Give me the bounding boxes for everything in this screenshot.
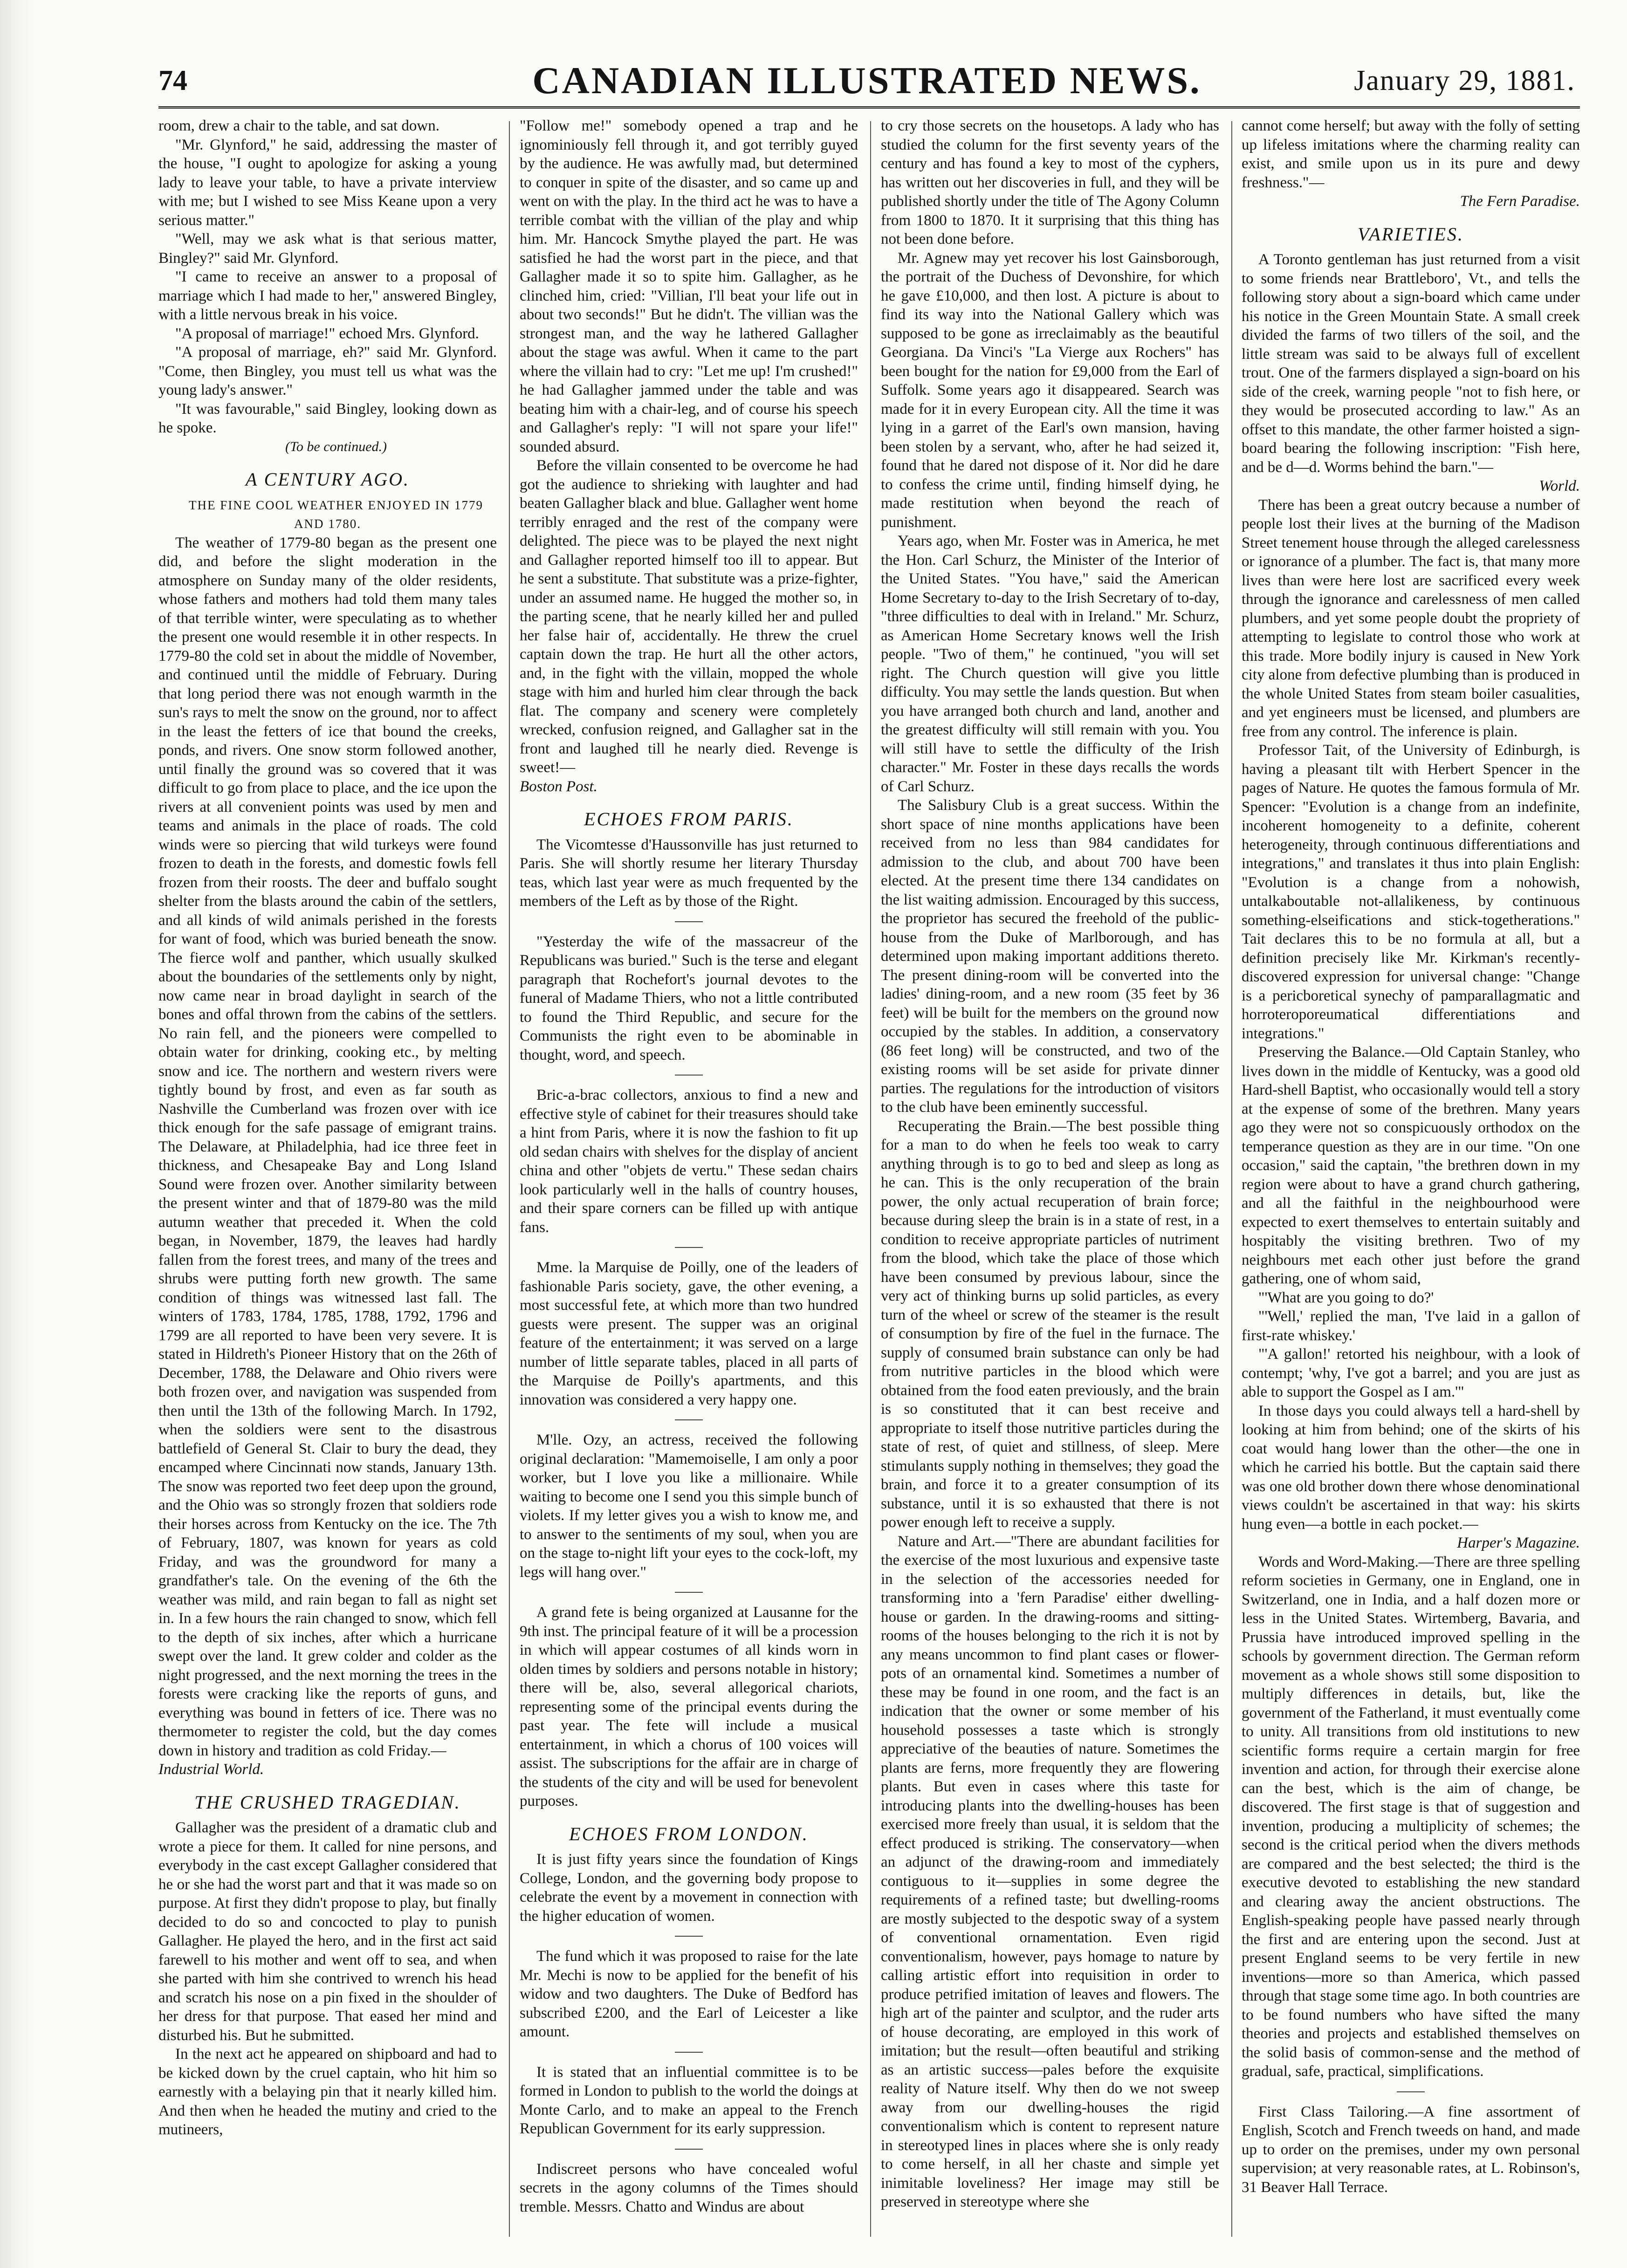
paragraph: Mme. la Marquise de Poilly, one of the leaders of fashionable Paris society, gave, the other evening, a most successful fete, at which more than two hundred guests were present. The supper was an original feature of the entertainment; it was served on a large number of little separate tables, placed in all parts of the Marquise de Poilly's apartments, and this innovation was considered a very happy one. [520,1259,858,1408]
paragraph: "'A gallon!' retorted his neighbour, with a look of contempt; 'why, I've got a barrel; and you are just as able to support the Gospel as I am.'" [1242,1346,1580,1400]
paragraph: Preserving the Balance.—Old Captain Stanley, who lives down in the middle of Kentucky, was a good old Hard-shell Baptist, who occasionally would tell a story at the expense of some of the brethren. Many years ago they were not so conspicuously orthodox on the temperance question as they are in our time. "On one occasion," said the captain, "the brethren down in my region were about to have a grand church gathering, and all the faithful in the neighbourhood were expected to exert themselves to entertain suitably and hospitably the visiting brethren. Two of my neighbours met each other just before the grand gathering, one of whom said, [1242,1044,1580,1287]
heading-echoes-from-london: ECHOES FROM LONDON. [569,1823,809,1844]
paragraph: Professor Tait, of the University of Edinburgh, is having a pleasant tilt with Herbert Spencer in the pages of Nature. He quotes the famous formula of Mr. Spencer: "Evolution is a change from an indefinite, incoherent homogeneity to a definite, coherent heterogeneity, through continuous differentiations and integrations," and translates it thus into plain English: "Evolution is a change from a nohowish, untalkaboutable not-allalikeness, by continuous something-elseifications and stick-togetherations." Tait declares this to be no formula at all, but a definition precisely like Mr. Kirkman's recently-discovered expression for universal change: "Change is a pericboretical synechy of pamparallagmatic and horroteroporeumatical differentiations and integrations." [1242,742,1580,1042]
paragraph: "Well, may we ask what is that serious matter, Bingley?" said Mr. Glynford. [158,231,497,267]
heading-echoes-from-paris: ECHOES FROM PARIS. [584,809,794,829]
heading-varieties: VARIETIES. [1357,223,1464,245]
subheading-cool-weather: THE FINE COOL WEATHER ENJOYED IN 1779 AND 1780. [189,498,483,531]
short-rule [675,1592,703,1593]
short-rule [675,2149,703,2150]
paragraph: cannot come herself; but away with the folly of setting up lifeless imitations where the charming reality can exist, and smile upon us in its pure and dewy freshness."— [1242,117,1580,191]
masthead: CANADIAN ILLUSTRATED NEWS. [532,59,1201,102]
paragraph: A grand fete is being organized at Lausanne for the 9th inst. The principal feature of it will be a procession in which will appear costumes of all kinds worn in olden times by soldiers and persons notable in history; there will be, also, several allegorical chariots, representing some of the principal events during the past year. The fete will include a musical entertainment, in which a chorus of 100 voices will assist. The subscriptions for the affair are in charge of the students of the city and will be used for benevolent purposes. [520,1604,858,1809]
paragraph: Indiscreet persons who have concealed woful secrets in the agony columns of the Times should tremble. Messrs. Chatto and Windus are about [520,2160,858,2215]
paragraph: room, drew a chair to the table, and sat down. [158,117,439,134]
paragraph: The fund which it was proposed to raise for the late Mr. Mechi is now to be applied for the benefit of his widow and two daughters. The Duke of Bedford has subscribed £200, and the Earl of Leicester a like amount. [520,1948,858,2040]
column-separator [870,121,871,2237]
source-credit: Boston Post. [520,778,597,795]
column-2 [520,116,858,2241]
paragraph: There has been a great outcry because a number of people lost their lives at the burning of the Madison Street tenement house through the alleged carelessness or ignorance of a plumber. The fact is, that many more lives than were here lost are sacrificed every week through the ignorance and carelessness of men called plumbers, and yet some people doubt the propriety of attempting to legislate to control those who work at this trade. More bodily injury is caused in New York city alone from defective plumbing than is produced in the whole United States from steam boiler casualities, and yet engineers must be licensed, and plumbers are free from any control. The inference is plain. [1242,496,1580,740]
paragraph: The weather of 1779-80 began as the present one did, and before the slight moderation in the atmosphere on Sunday many of the older residents, whose fathers and mothers had told them many tales of that terrible winter, were speculating as to whether the present one would resemble it in other respects. In 1779-80 the cold set in about the middle of November, and continued until the middle of February. During that long period there was not enough warmth in the sun's rays to melt the snow on the ground, nor to affect in the least the fetters of ice that bound the creeks, ponds, and rivers. One snow storm followed another, until finally the ground was so covered that it was difficult to go from place to place, and the ice upon the rivers at all convenient points was used by men and teams and animals in the place of roads. The cold winds were so piercing that wild turkeys were found frozen to death in the forests, and domestic fowls fell frozen from their roosts. The deer and buffalo sought shelter from the blasts around the cabin of the settlers, and all kinds of wild animals perished in the forests for want of food, which was buried beneath the snow. The fierce wolf and panther, which usually skulked about the boundaries of the settlements only by night, now came near in broad daylight in search of the bones and offal thrown from the cabins of the settlers. No rain fell, and the pioneers were compelled to obtain water for drinking, cooking etc., by melting snow and ice. The northern and western rivers were tightly bound by frost, and even as far south as Nashville the Cumberland was frozen over with ice thick enough for the safe passage of emigrant trains. The Delaware, at Philadelphia, had ice three feet in thickness, and Chesapeake Bay and Long Island Sound were frozen over. Another similarity between the present winter and that of 1879-80 was the mild autumn weather that preceded it. When the cold began, in November, 1879, the leaves had hardly fallen from the forest trees, and many of the trees and shrubs were putting forth new growth. The same condition of things was witnessed last fall. The winters of 1783, 1784, 1785, 1788, 1792, 1796 and 1799 are all reported to have been very severe. It is stated in Hildreth's Pioneer History that on the 26th of December, 1788, the Delaware and Ohio rivers were both frozen over, and navigation was suspended from then until the 13th of the following March. In 1792, when the soldiers were sent to the disastrous battlefield of General St. Clair to bury the dead, they encamped where Cincinnati now stands, January 13th. The snow was reported two feet deep upon the ground, and the Ohio was so strongly frozen that soldiers rode their horses across from Kentucky on the ice. The 7th of February, 1807, was known for years as cold Friday, and was the groundword for many a grandfather's tale. On the evening of the 6th the weather was mild, and rain began to fall as night set in. In a few hours the rain changed to snow, which fell to the depth of six inches, after which a hurricane swept over the land. It grew colder and colder as the night progressed, and the next morning the trees in the forests were cracking like the reports of guns, and everything was bound in fetters of ice. There was no thermometer to register the cold, but the day comes down in history and tradition as cold Friday.— [158,534,497,1759]
heading-crushed-tragedian: THE CRUSHED TRAGEDIAN. [194,1791,461,1813]
short-rule [675,921,703,922]
paragraph: "Follow me!" somebody opened a trap and he ignominiously fell through it, and got terribly guyed by the audience. He was awfully mad, but determined to conquer in spite of the disaster, and so came up and went on with the play. In the third act he was to have a terrible combat with the villian of the play and whip him. Mr. Hancock Smythe played the part. He was satisfied he had the worst part in the piece, and that Gallagher made it so to spite him. Gallagher, as he clinched him, cried: "Villian, I'll beat your life out in about two seconds!" But he didn't. The villian was the strongest man, and the way he lathered Gallagher about the stage was awful. When it came to the part where the villain had to cry: "Let me up! I'm crushed!" he had Gallagher jammed under the table and was beating him with a chair-leg, and of course his speech and Gallagher's reply: "I will not spare your life!" sounded absurd. [520,117,858,455]
short-rule [675,1247,703,1248]
paragraph: The Salisbury Club is a great success. Within the short space of nine months applications have been received from no less than 984 candidates for admission to the club, and about 700 have been elected. At the present time there 134 candidates on the list waiting admission. Encouraged by this success, the proprietor has secured the freehold of the public-house from the Duke of Marlborough, and has determined upon making important additions thereto. The present dining-room will be converted into the ladies' dining-room, and a new room (35 feet by 36 feet) will be built for the members on the ground now occupied by the stables. In addition, a conservatory (86 feet long) will be constructed, and two of the existing rooms will be set aside for private dinner parties. The regulations for the introduction of visitors to the club have been eminently successful. [881,797,1219,1116]
paragraph: "It was favourable," said Bingley, looking down as he spoke. [158,400,497,436]
paragraph: M'lle. Ozy, an actress, received the following original declaration: "Mamemoiselle, I am only a poor worker, but I love you like a millionaire. While waiting to become one I send you this simple bunch of violets. If my letter gives you a wish to know me, and to answer to the sentiments of my soul, when you are on the stage to-night lift your eyes to the cock-loft, my legs will hang over." [520,1432,858,1581]
paragraph: "Yesterday the wife of the massacreur of the Republicans was buried." Such is the terse and elegant paragraph that Rochefort's journal devotes to the funeral of Madame Thiers, who not a little contributed to found the Third Republic, and secure for the Communists the right even to be abominable in thought, word, and speech. [520,933,858,1063]
page-columns [158,116,1580,2241]
paragraph: A Toronto gentleman has just returned from a visit to some friends near Brattleboro', Vt., and tells the following story about a sign-board which came under his notice in the Green Mountain State. A small creek divided the farms of two tillers of the soil, and the little stream was said to be always full of excellent trout. One of the farmers displayed a sign-board on his side of the creek, warning people "not to fish here, or they would be prosecuted according to law." As an offset to this mandate, the other farmer hoisted a sign-board bearing the following inscription: "Fish here, and be d—d. Worms behind the barn."— [1242,251,1580,476]
paragraph: "I came to receive an answer to a proposal of marriage which I had made to her," answered Bingley, with a little nervous break in his voice. [158,268,497,323]
paragraph: Bric-a-brac collectors, anxious to find a new and effective style of cabinet for their treasures should take a hint from Paris, where it is now the fashion to fit up old sedan chairs with shelves for the display of ancient china and other "objets de vertu." These sedan chairs look particularly well in the halls of country houses, and their spare corners can be filled up with antique fans. [520,1087,858,1236]
paragraph: First Class Tailoring.—A fine assortment of English, Scotch and French tweeds on hand, and made up to order on the premises, under my own personal supervision; at very reasonable rates, at L. Robinson's, 31 Beaver Hall Terrace. [1242,2103,1580,2196]
paragraph: "'Well,' replied the man, 'I've laid in a gallon of first-rate whiskey.' [1242,1308,1580,1344]
paragraph: "A proposal of marriage, eh?" said Mr. Glynford. "Come, then Bingley, you must tell us what was the young lady's answer." [158,344,497,398]
source-credit: The Fern Paradise. [1460,193,1580,210]
column-3 [881,116,1219,2241]
paragraph: Nature and Art.—"There are abundant facilities for the exercise of the most luxurious and expensive taste in the selection of the accessories needed for transforming into a 'fern Paradise' either dwelling-house or garden. In the drawing-rooms and sitting-rooms of the houses belonging to the rich it is not by any means uncommon to find plant cases or flower-pots of an ornamental kind. Sometimes a number of these may be found in one room, and the fact is an indication that the owner or some member of his household possesses a taste which is strongly appreciative of the beauties of nature. Sometimes the plants are ferns, more frequently they are flowering plants. But even in cases where this taste for introducing plants into the dwelling-houses has been exercised more freely than usual, it is seldom that the effect produced is striking. The conservatory—when an adjunct of the drawing-room and immediately contiguous to it—supplies in some degree the requirements of a refined taste; but dwelling-rooms are mostly subjected to the despotic sway of a system of conventional ornamentation. Even rigid conventionalism, however, pays homage to nature by calling artistic effort into requisition in order to produce petrified imitation of leaves and flowers. The high art of the painter and sculptor, and the ruder arts of house decorating, are employed in this work of imitation; but the result—often beautiful and striking as an artistic success—pales before the exquisite reality of Nature itself. Why then do we not sweep away from our dwelling-houses the rigid conventionalism which is content to represent nature in stereotyped lines in places where she is only ready to come herself, in all her chaste and simple yet inimitable loveliness? Her image may still be preserved in stereotype where she [881,1533,1219,2210]
paragraph: "'What are you going to do?' [1258,1289,1434,1306]
short-rule [675,2052,703,2053]
column-4 [1242,116,1580,2241]
source-credit: Harper's Magazine. [1457,1535,1580,1551]
page-binding-edge [0,0,33,2268]
paragraph: Recuperating the Brain.—The best possible thing for a man to do when he feels too weak to carry anything through is to go to bed and sleep as long as he can. This is the only recuperation of the brain power, the only actual recuperation of brain force; because during sleep the brain is in a state of rest, in a condition to receive appropriate particles of nutriment from the blood, which take the place of those which have been consumed by previous labour, since the very act of thinking burns up solid particles, as every turn of the wheel or screw of the steamer is the result of consumption by fire of the fuel in the furnace. The supply of consumed brain substance can only be had from nutritive particles in the blood which were obtained from the food eaten previously, and the brain is so constituted that it can best receive and appropriate to itself those nutritive particles during the state of rest, of quiet and stillness, of sleep. Mere stimulants supply nothing in themselves; they goad the brain, and force it to a greater consumption of its substance, until it is so exhausted that there is not power enough left to receive a supply. [881,1117,1219,1531]
column-1 [158,116,497,2241]
heading-a-century-ago: A CENTURY AGO. [245,469,410,490]
short-rule [675,1075,703,1076]
source-credit: Industrial World. [158,1761,264,1778]
short-rule [1397,2091,1425,2092]
paragraph: In those days you could always tell a hard-shell by looking at him from behind; one of the skirts of his coat would hang lower than the other—the one in which he carried his bottle. But the captain said there was one old brother down there whose denominational views couldn't be ascertained in that way: his skirts hung even—a bottle in each pocket.— [1242,1402,1580,1533]
paragraph: "A proposal of marriage!" echoed Mrs. Glynford. [175,325,479,342]
issue-date: January 29, 1881. [1354,65,1575,96]
page-number: 74 [158,65,187,96]
paragraph: Words and Word-Making.—There are three spelling reform societies in Germany, one in England, one in Switzerland, one in India, and a half dozen more or less in the United States. Wirtemberg, Bavaria, and Prussia have introduced improved spelling in the schools by government direction. The German reform movement as a whole shows still some disposition to multiply differences in details, but, like the government of the Fatherland, it must eventually come to unity. All transitions from old institutions to new scientific forms require a certain margin for free invention and action, for through their exercise alone can the best, which is the aim of change, be discovered. The first stage is that of suggestion and invention, producing a multiplicity of schemes; the second is the critical period when the divers methods are compared and the best selected; the third is the executive devoted to establishing the new standard and clearing away the ancient obstructions. The English-speaking people have passed nearly through the first and are entering upon the second. Just at present England seems to be very fertile in new inventions—more so than America, which passed through that stage some time ago. In both countries are to be found numbers who have sifted the many theories and projects and established themselves on the solid basis of common-sense and the method of gradual, safe, practical, simplifications. [1242,1553,1580,2080]
paragraph: "Mr. Glynford," he said, addressing the master of the house, "I ought to apologize for asking a young lady to leave your table, to have a private interview with me; but I wished to see Miss Keane upon a very serious matter." [158,136,497,229]
short-rule [675,1936,703,1937]
paragraph: Mr. Agnew may yet recover his lost Gainsborough, the portrait of the Duchess of Devonshire, for which he gave £10,000, and then lost. A picture is about to find its way into the National Gallery which was supposed to be gone as irreclaimably as the beautiful Georgiana. Da Vinci's "La Vierge aux Rochers" has been bought for the nation for £9,000 from the Earl of Suffolk. Some years ago it disappeared. Search was made for it in every European city. All the time it was lying in a garret of the Earl's own mansion, having been stolen by a servant, who, after he had seized it, found that he dared not dispose of it. Nor did he dare to confess the crime until, finding himself dying, he made restitution when beyond the reach of punishment. [881,249,1219,531]
paragraph: Gallagher was the president of a dramatic club and wrote a piece for them. It called for nine persons, and everybody in the cast except Gallagher considered that he or she had the worst part and that it was made so on purpose. At first they didn't propose to play, but finally decided to do so and concocted to play to punish Gallagher. He played the hero, and in the first act said farewell to his mother and went off to sea, and when she parted with him she contrived to wrench his head and scratch his nose on a pin fixed in the shoulder of her dress for that purpose. That eased her mind and disturbed his. But he submitted. [158,1819,497,2044]
to-be-continued: (To be continued.) [285,439,387,454]
paragraph: Years ago, when Mr. Foster was in America, he met the Hon. Carl Schurz, the Minister of the Interior of the United States. "You have," said the American Home Secretary to-day to the Irish Secretary of to-day, "three difficulties to deal with in Ireland." Mr. Schurz, as American Home Secretary knows well the Irish people. "Two of them," he continued, "you will set right. The Church question will give you little difficulty. You may settle the lands question. But when you have arranged both church and land, another and the greatest difficulty will still remain with you. You will still have to settle the difficulty of the Irish character." Mr. Foster in these days recalls the words of Carl Schurz. [881,533,1219,795]
paragraph: In the next act he appeared on shipboard and had to be kicked down by the cruel captain, who hit him so earnestly with a belaying pin that it nearly killed him. And then when he headed the mutiny and cried to the mutineers, [158,2046,497,2138]
short-rule [675,1419,703,1420]
paragraph: to cry those secrets on the housetops. A lady who has studied the column for the first seventy years of the century and has found a key to most of the cyphers, has written out her discoveries in full, and they will be published shortly under the title of The Agony Column from 1800 to 1870. It it surprising that this thing has not been done before. [881,117,1219,247]
paragraph: The Vicomtesse d'Haussonville has just returned to Paris. She will shortly resume her literary Thursday teas, which last year were as much frequented by the members of the Left as by those of the Right. [520,836,858,910]
source-credit: World. [1539,478,1580,494]
column-separator [1231,121,1232,2237]
paragraph: It is just fifty years since the foundation of Kings College, London, and the governing body propose to celebrate the event by a movement in connection with the higher education of women. [520,1851,858,1925]
header-rule [158,106,1580,111]
paragraph: Before the villain consented to be overcome he had got the audience to shrieking with laughter and had beaten Gallagher black and blue. Gallagher went home terribly enraged and the rest of the company were delighted. The piece was to be played the next night and Gallagher reported himself too ill to appear. But he sent a substitute. That substitute was a prize-fighter, under an assumed name. He hugged the mother so, in the parting scene, that he nearly killed her and pulled her false hair of, accidentally. He threw the cruel captain down the trap. He hurt all the other actors, and, in the fight with the villain, mopped the whole stage with him and hurled him clear through the back flat. The company and scenery were completely wrecked, confusion reigned, and Gallagher sat in the front and laughed till he nearly died. Revenge is sweet!— [520,457,858,776]
column-separator [509,121,510,2237]
paragraph: It is stated that an influential committee is to be formed in London to publish to the world the doings at Monte Carlo, and to make an appeal to the French Republican Government for its early suppression. [520,2063,858,2137]
